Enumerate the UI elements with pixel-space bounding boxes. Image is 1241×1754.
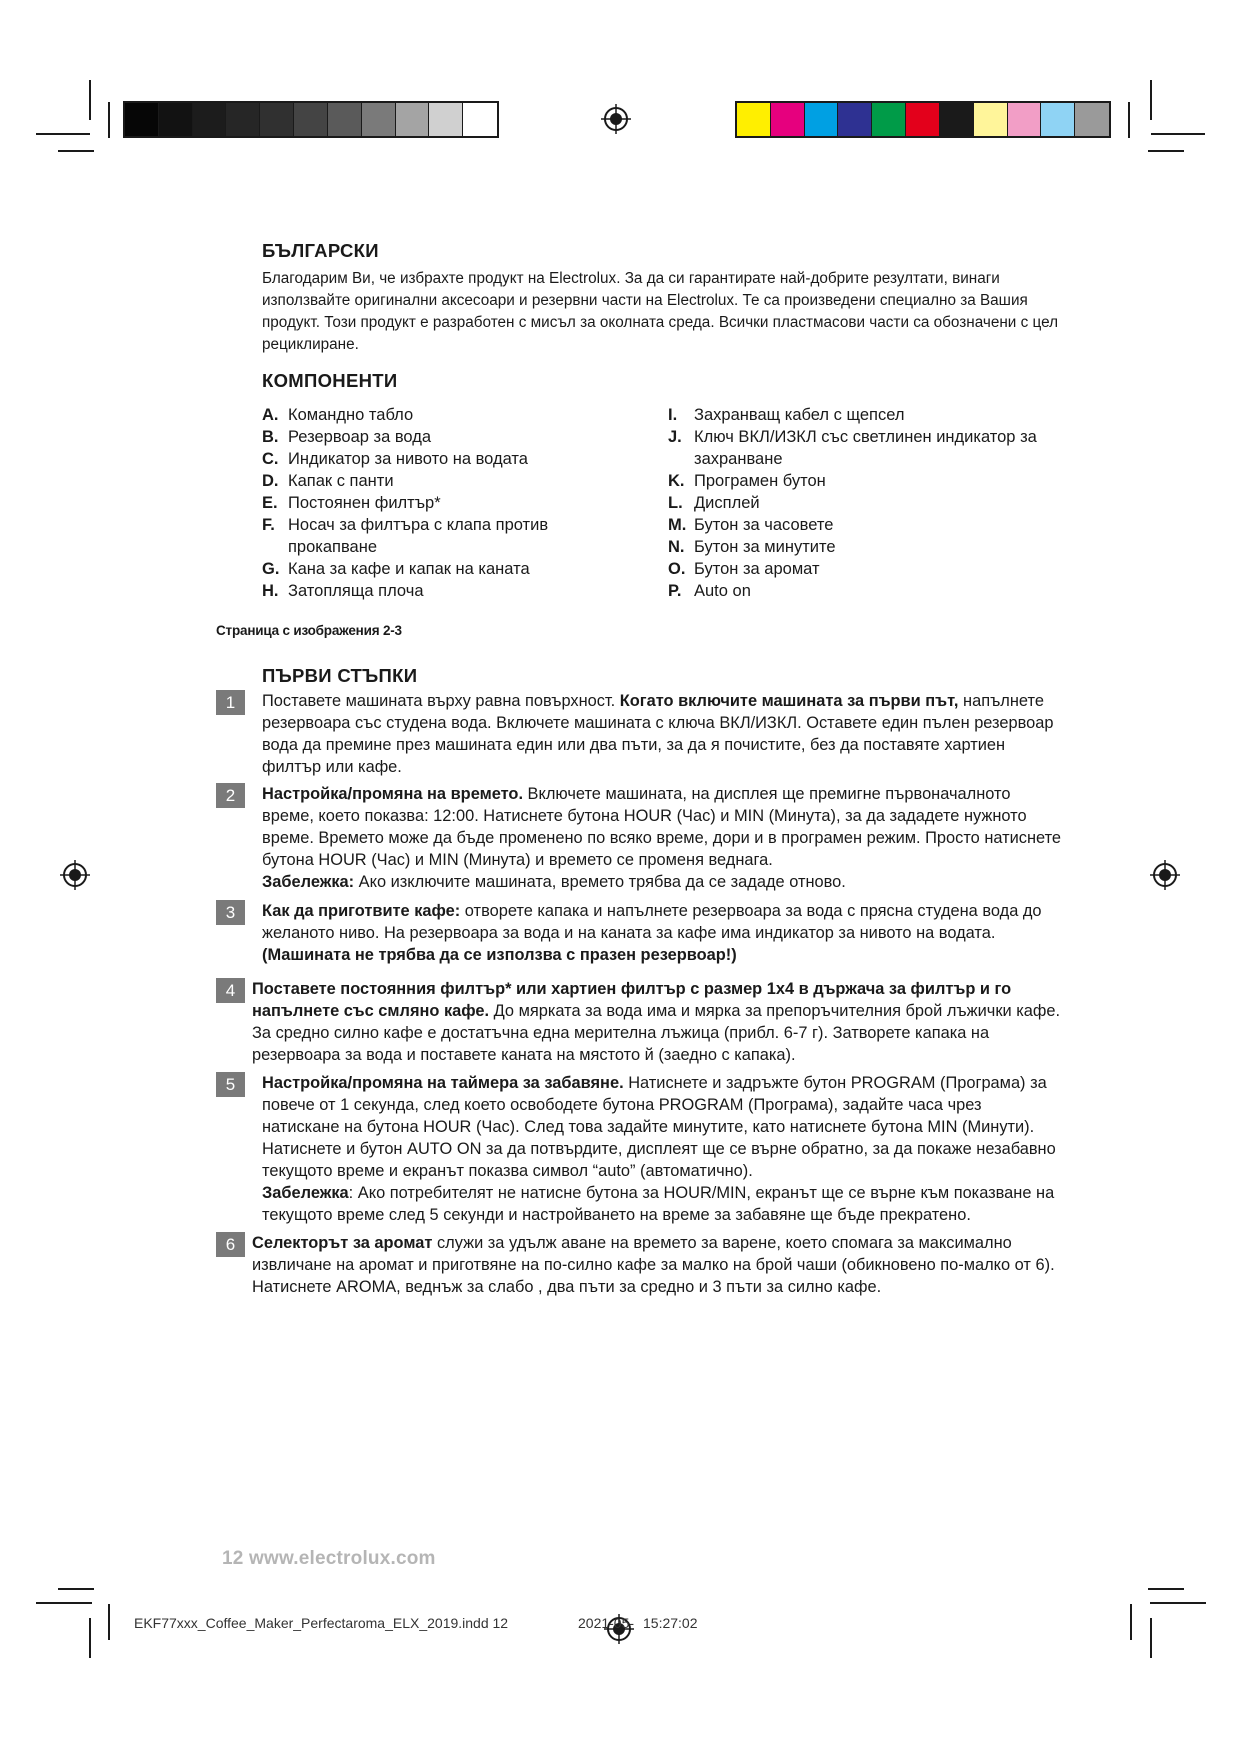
crop-mark: [1128, 102, 1130, 138]
crop-mark: [58, 1588, 94, 1590]
slug-time: 15:27:02: [643, 1615, 698, 1631]
component-item: F. Носач за филтъра с клапа против прокапване: [262, 516, 549, 556]
color-swatch: [226, 103, 260, 136]
color-swatch: [328, 103, 362, 136]
page-footer: [222, 1548, 436, 1570]
footer-url-link[interactable]: www.electrolux.com: [249, 1548, 436, 1569]
step-text: Селекторът за аромат служи за удълж аване на времето за варене, което спомага за максимално извличане на аромат и приготвяне на по-силно кафе за малко на брой чаши (обикновено по-малко от 6). Натиснете AROMA, веднъж за слабо , два пъти за средно и 3 пъти за силно кафе.: [252, 1234, 1055, 1296]
component-item: H. Затопляща плоча: [262, 582, 424, 600]
crop-mark: [1150, 1618, 1152, 1658]
color-swatch: [906, 103, 940, 136]
crop-mark: [1151, 133, 1205, 135]
color-swatch: [193, 103, 227, 136]
crop-mark: [36, 133, 90, 135]
color-swatch: [805, 103, 839, 136]
component-item: E. Постоянен филтър*: [262, 494, 441, 512]
color-swatch: [125, 103, 159, 136]
step-text: Поставете машината върху равна повърхност. Когато включите машината за първи път, напълнете резервоара със студена вода. Включете машината с ключа ВКЛ/ИЗКЛ. Оставете един пълен резервоар вода да премине през машината един или два пъти, за да я почистите, без да поставяте хартиен филтър или кафе.: [262, 692, 1054, 776]
components-list-right: [668, 404, 1068, 602]
component-item: J. Ключ ВКЛ/ИЗКЛ със светлинен индикатор за захранване: [668, 428, 1037, 468]
page-number: 12: [222, 1548, 244, 1569]
process-color-bar: [735, 101, 1111, 138]
crop-mark: [36, 1602, 92, 1604]
component-item: A. Командно табло: [262, 406, 414, 424]
slug-file-name: EKF77xxx_Coffee_Maker_Perfectaroma_ELX_2019.indd 12: [134, 1615, 509, 1631]
color-swatch: [463, 103, 497, 136]
grayscale-color-bar: [123, 101, 499, 138]
first-steps-heading: ПЪРВИ СТЪПКИ: [262, 665, 418, 686]
component-item: G. Кана за кафе и капак на каната: [262, 560, 530, 578]
slug-date: 2021-05-: [578, 1615, 635, 1631]
step-number-badge: 6: [216, 1232, 245, 1257]
color-swatch: [159, 103, 193, 136]
registration-mark-icon: [1150, 860, 1180, 890]
images-page-reference: Страница с изображения 2-3: [216, 623, 402, 638]
color-swatch: [872, 103, 906, 136]
color-swatch: [940, 103, 974, 136]
step-text: Как да приготвите кафе: отворете капака и напълнете резервоара за вода с прясна студена вода до желаното ниво. На резервоара за вода и на каната за кафе има индикатор за нивото на водата. (Машината не трябва да се използва с празен резервоар!): [262, 902, 1042, 964]
step-number-badge: 5: [216, 1072, 245, 1097]
color-swatch: [294, 103, 328, 136]
color-swatch: [737, 103, 771, 136]
color-swatch: [362, 103, 396, 136]
crop-mark: [1148, 1588, 1184, 1590]
component-item: B. Резервоар за вода: [262, 428, 432, 446]
component-item: I. Захранващ кабел с щепсел: [668, 406, 905, 424]
components-heading: КОМПОНЕНТИ: [262, 370, 398, 391]
component-item: L. Дисплей: [668, 494, 760, 512]
color-swatch: [771, 103, 805, 136]
step-number-badge: 4: [216, 978, 245, 1003]
registration-mark-icon: [601, 104, 631, 134]
crop-mark: [1150, 1602, 1206, 1604]
component-item: N. Бутон за минутите: [668, 538, 836, 556]
components-list-left: [262, 404, 592, 602]
step-number-badge: 2: [216, 783, 245, 808]
intro-paragraph: Благодарим Ви, че избрахте продукт на Electrolux. За да си гарантирате най-добрите резултати, винаги използвайте оригинални аксесоари и резервни части на Electrolux. Те са произведени специално за Вашия продукт. Този продукт е разработен с мисъл за околната среда. Всички пластмасови части са обозначени с цел рециклиране.: [262, 270, 1059, 353]
step-text: Поставете постоянния филтър* или хартиен филтър с размер 1x4 в държача за филтър и го напълнете със смляно кафе. До мярката за вода има и мярка за препоръчителния брой лъжички кафе. За средно силно кафе е достатъчна една мерителна лъжица (прибл. 6-7 г). Затворете капака на резервоара за вода и поставете каната на мястото й (заедно с капака).: [252, 980, 1061, 1064]
step-text: Настройка/промяна на времето. Включете машината, на дисплея ще премигне първоначалното време, което показва: 12:00. Натиснете бутона HOUR (Час) и MIN (Минута), за да зададете нужното време. Времето може да бъде променено по всяко време, дори и в програмен режим. Просто натиснете бутона HOUR (Час) и MIN (Минута) и времето се променя веднага. Забележка: Ако изключите машината, времето трябва да се зададе отново.: [262, 785, 1062, 891]
component-item: P. Auto on: [668, 582, 751, 600]
crop-mark: [1150, 80, 1152, 120]
color-swatch: [396, 103, 430, 136]
color-swatch: [1075, 103, 1109, 136]
component-item: M. Бутон за часовете: [668, 516, 834, 534]
language-heading: БЪЛГАРСКИ: [262, 240, 379, 261]
step-text: Настройка/промяна на таймера за забавяне. Натиснете и задръжте бутон PROGRAM (Програма) за повече от 1 секунда, след което освободете бутона PROGRAM (Програма), задайте часа чрез натискане на бутона HOUR (Час). След това задайте минутите, като натиснете бутона MIN (Минути). Натиснете и бутон AUTO ON за да потвърдите, дисплеят ще се върне обратно, за да покаже незабавно текущото време и екранът показва символ “auto” (автоматично). Забележка: Ако потребителят не натисне бутона за HOUR/MIN, екранът ще се върне към показване на текущото време след 5 секунди и настройването на време за забавяне ще бъде прекратено.: [262, 1074, 1056, 1224]
crop-mark: [58, 150, 94, 152]
crop-mark: [89, 1618, 91, 1658]
color-swatch: [1041, 103, 1075, 136]
registration-mark-icon: [60, 860, 90, 890]
color-swatch: [260, 103, 294, 136]
step-number-badge: 1: [216, 690, 245, 715]
color-swatch: [429, 103, 463, 136]
crop-mark: [108, 1604, 110, 1640]
step-number-badge: 3: [216, 900, 245, 925]
crop-mark: [1148, 150, 1184, 152]
component-item: K. Програмен бутон: [668, 472, 826, 490]
component-item: O. Бутон за аромат: [668, 560, 820, 578]
component-item: C. Индикатор за нивото на водата: [262, 450, 528, 468]
crop-mark: [1130, 1604, 1132, 1640]
component-item: D. Капак с панти: [262, 472, 394, 490]
color-swatch: [974, 103, 1008, 136]
color-swatch: [838, 103, 872, 136]
crop-mark: [108, 102, 110, 138]
crop-mark: [89, 80, 91, 120]
color-swatch: [1008, 103, 1042, 136]
